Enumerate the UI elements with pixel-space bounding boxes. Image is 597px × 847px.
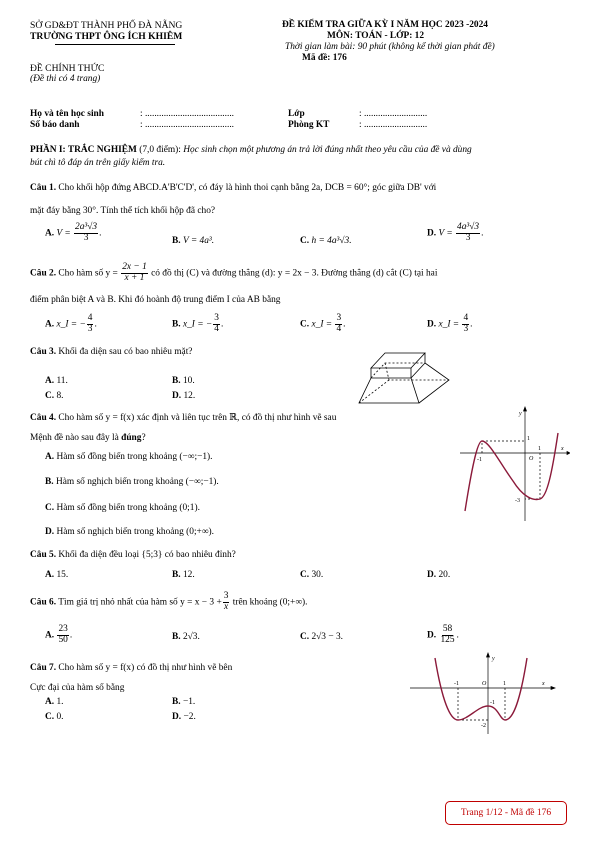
option-letter: A. (45, 630, 55, 641)
q1-stem (30, 183, 436, 193)
q2-d-num: 4 (463, 313, 469, 323)
q4-option-a[interactable] (45, 452, 213, 462)
q2-option-d[interactable]: D. x_I = $\frac{4}{3}$ . (427, 313, 473, 334)
option-letter: B. (172, 570, 181, 580)
q3-option-c[interactable] (45, 391, 64, 401)
q2-c-num: 3 (336, 313, 342, 323)
q1-option-d[interactable]: D. V = $\frac{\text{4a³√3}}{3}$ . (427, 222, 484, 243)
q6-a-num: 23 (58, 624, 68, 634)
option-letter: D. (427, 630, 437, 641)
q6-num: 3 (223, 591, 229, 601)
q2-a-expr: x_I = − (56, 319, 86, 330)
q4-text2a: Mệnh đề nào sau đây là (30, 433, 119, 443)
option-letter: A. (45, 319, 55, 330)
option-letter: D. (172, 712, 182, 722)
school-underline (55, 44, 175, 45)
q7-option-b[interactable] (172, 697, 195, 707)
q6-option-d[interactable]: D. $\frac{58}{125}$ . (427, 624, 459, 645)
option-letter: D. (427, 570, 437, 580)
q1-a-den: 3 (83, 232, 89, 243)
q3-a-val: 11. (56, 376, 68, 386)
q4-a-val: Hàm số đồng biến trong khoảng (−∞;−1). (56, 452, 213, 462)
q7-b-val: −1. (182, 697, 196, 707)
q6-a-den: 50 (58, 634, 68, 645)
tick-x-minus1: -1 (477, 457, 482, 463)
official-label: ĐỀ CHÍNH THỨC (30, 63, 105, 74)
q6-d-num: 58 (442, 624, 453, 634)
q4-stem (30, 412, 336, 423)
q4-curve (465, 433, 558, 511)
q2-label: Câu 2. (30, 268, 57, 279)
q7-option-d[interactable] (172, 712, 196, 722)
q7-text: Cho hàm số y = f(x) có đồ thị như hình vẽ bên (58, 663, 233, 673)
exam-time: Thời gian làm bài: 90 phút (không kể thời gian phát đề) (285, 42, 495, 52)
part1-instruction-cont: bút chì tô đáp án trên giấy kiểm tra. (30, 158, 166, 168)
q7-curve (435, 658, 527, 720)
q3-label: Câu 3. (30, 347, 57, 357)
q2-stem (30, 263, 437, 284)
q5-label: Câu 5. (30, 550, 57, 560)
q7-c-val: 0. (56, 712, 64, 722)
student-id-field[interactable]: : ...................................... (140, 120, 235, 130)
class-label: Lớp (288, 109, 305, 119)
q2-stem-cont: điểm phân biệt A và B. Khi đó hoành độ trung điểm I của AB bằng (30, 295, 281, 305)
part1-points: (7,0 điểm): (139, 145, 181, 155)
tick-x-minus1: -1 (454, 681, 459, 687)
q2-d-den: 3 (463, 323, 469, 334)
q5-a-val: 15. (56, 570, 69, 580)
option-letter: C. (300, 570, 310, 580)
origin-label: O (529, 456, 534, 462)
option-letter: B. (172, 376, 181, 386)
q1-label: Câu 1. (30, 183, 57, 193)
q2-a-den: 3 (87, 323, 93, 334)
q7-label: Câu 7. (30, 663, 57, 673)
page-footer: Trang 1/12 - Mã đề 176 (445, 801, 567, 825)
q6-stem (30, 592, 307, 613)
q7-d-val: −2. (183, 712, 196, 722)
q7-option-a[interactable] (45, 697, 64, 707)
q2-option-a[interactable]: A. x_I = − $\frac{4}{3}$ . (45, 313, 97, 334)
q5-stem (30, 550, 236, 560)
q4-c-val: Hàm số đồng biến trong khoảng (0;1). (56, 503, 200, 513)
q1-option-c[interactable] (300, 236, 352, 246)
q5-d-val: 20. (438, 570, 451, 580)
page-count-note: (Đề thi có 4 trang) (30, 74, 101, 84)
x-axis-label: x (542, 681, 545, 687)
q6-text-b: trên khoảng (0;+∞). (232, 597, 308, 608)
part1-heading (30, 145, 472, 155)
student-name-label: Họ và tên học sinh (30, 109, 104, 119)
q6-den: x (223, 601, 229, 612)
q1-a-num: 2a³√3 (75, 222, 98, 232)
q1-c-expr: h = 4a³√3. (311, 236, 352, 246)
q7-option-c[interactable] (45, 712, 64, 722)
tick-y-minus1: -1 (490, 700, 495, 706)
student-id-label: Số báo danh (30, 120, 80, 130)
q2-c-den: 4 (336, 323, 342, 334)
q2-a-num: 4 (87, 313, 93, 323)
q4-function-graph (455, 403, 570, 523)
department-name: SỞ GD&ĐT THÀNH PHỐ ĐÀ NẴNG (30, 20, 183, 31)
q3-stem (30, 347, 192, 357)
q2-c-expr: x_I = (311, 319, 335, 330)
q3-c-val: 8. (56, 391, 64, 401)
q4-d-val: Hàm số nghịch biến trong khoảng (0;+∞). (56, 527, 214, 537)
q1-d-expr: V = (438, 228, 456, 239)
option-letter: C. (300, 236, 310, 246)
option-letter: D. (172, 391, 182, 401)
q3-text: Khối đa diện sau có bao nhiêu mặt? (58, 347, 193, 357)
option-letter: D. (45, 527, 55, 537)
option-letter: C. (300, 319, 310, 330)
option-letter: C. (45, 712, 55, 722)
option-letter: A. (45, 376, 55, 386)
q2-b-expr: x_I = − (182, 319, 213, 330)
q5-option-c[interactable] (300, 570, 323, 580)
q5-option-b[interactable] (172, 570, 195, 580)
q6-d-den: 125 (440, 634, 455, 645)
exam-subject: MÔN: TOÁN - LỚP: 12 (327, 31, 425, 41)
option-letter: B. (172, 236, 181, 246)
q2-b-den: 4 (214, 323, 219, 334)
q7-a-val: 1. (56, 697, 64, 707)
q7-function-graph (408, 650, 556, 736)
q6-b-val: 2√3. (182, 632, 200, 642)
q5-option-a[interactable] (45, 570, 68, 580)
q5-c-val: 30. (311, 570, 324, 580)
room-label: Phòng KT (288, 120, 330, 130)
option-letter: C. (300, 632, 310, 642)
q1-d-den: 3 (465, 232, 471, 243)
y-axis-label: y (519, 411, 522, 417)
q3-option-b[interactable] (172, 376, 195, 386)
q6-c-val: 2√3 − 3. (311, 632, 343, 642)
q7-guide-left (458, 688, 488, 720)
q1-d-num: 4a³√3 (457, 222, 480, 232)
option-letter: C. (45, 391, 55, 401)
part1-title: PHẦN I: TRẮC NGHIỆM (30, 145, 137, 155)
room-field[interactable]: : ........................... (359, 120, 428, 130)
q2-text-b: có đồ thị (C) và đường thẳng (d): y = 2x − 3. Đường thẳng (d) cắt (C) tại hai (151, 268, 438, 279)
option-letter: B. (45, 477, 54, 487)
q3-b-val: 10. (182, 376, 195, 386)
tick-y-1: 1 (527, 436, 530, 442)
q1-option-a[interactable]: A. V = $\frac{\text{2a³√3}}{3}$ . (45, 222, 102, 243)
q4-option-d[interactable] (45, 527, 214, 537)
option-letter: B. (172, 697, 181, 707)
q2-num: 2x − 1 (122, 262, 147, 272)
q4-text2b: đúng (121, 433, 142, 443)
option-letter: C. (45, 503, 55, 513)
q3-option-d[interactable] (172, 391, 195, 401)
q4-stem-cont: Mệnh đề nào sau đây là đúng? (30, 433, 146, 443)
origin-label: O (482, 681, 487, 687)
exam-code: Mã đề: 176 (302, 53, 347, 63)
q7-stem (30, 663, 232, 673)
tick-x-1: 1 (538, 446, 541, 452)
q1-text: Cho khối hộp đứng ABCD.A'B'C'D', có đáy là hình thoi cạnh bằng 2a, DCB = 60°; góc giữa DB' với (58, 183, 437, 193)
q1-option-b[interactable] (172, 236, 214, 246)
y-axis-label: y (492, 656, 495, 662)
part1-instruction: Học sinh chọn một phương án trả lời đúng nhất theo yêu cầu của đề và dùng (183, 145, 472, 155)
class-field[interactable]: : ........................... (359, 109, 428, 119)
option-letter: A. (45, 452, 55, 462)
q1-stem-cont: mặt đáy bằng 30°. Tính thể tích khối hộp đã cho? (30, 206, 216, 216)
q2-den: x + 1 (124, 272, 145, 283)
polyhedron-figure (358, 346, 458, 408)
q2-option-b[interactable]: B. x_I = − $\frac{3}{4}$ . (172, 313, 224, 334)
q6-option-a[interactable]: A. $\frac{23}{50}$ . (45, 624, 73, 645)
tick-x-1: 1 (503, 681, 506, 687)
q6-option-b[interactable] (172, 632, 200, 642)
q4-guide-max (482, 441, 525, 453)
option-letter: B. (172, 319, 181, 330)
q2-option-c[interactable]: C. x_I = $\frac{3}{4}$ . (300, 313, 346, 334)
q5-b-val: 12. (182, 570, 195, 580)
exam-title: ĐỀ KIỂM TRA GIỮA KỲ I NĂM HỌC 2023 -2024 (282, 20, 488, 30)
q1-a-expr: V = (56, 228, 74, 239)
q2-d-expr: x_I = (438, 319, 462, 330)
q5-text: Khối đa diện đều loại {5;3} có bao nhiêu đỉnh? (58, 550, 236, 560)
tick-y-minus2: -2 (481, 723, 486, 729)
q2-b-num: 3 (214, 313, 219, 323)
option-letter: D. (427, 319, 437, 330)
q2-text-a: Cho hàm số y = (58, 268, 121, 279)
tick-y-minus3: -3 (515, 498, 520, 504)
q4-option-b[interactable] (45, 477, 219, 487)
q1-b-expr: V = 4a³. (182, 236, 215, 246)
option-letter: A. (45, 570, 55, 580)
q6-option-c[interactable] (300, 632, 343, 642)
q4-text: Cho hàm số y = f(x) xác định và liên tục trên ℝ, có đồ thị như hình vẽ sau (58, 413, 337, 423)
q4-b-val: Hàm số nghịch biến trong khoảng (−∞;−1). (55, 477, 219, 487)
x-axis-label: x (561, 446, 564, 452)
student-name-field[interactable]: : ...................................... (140, 109, 235, 119)
q4-label: Câu 4. (30, 413, 57, 423)
q7-stem-cont: Cực đại của hàm số bằng (30, 683, 125, 693)
q6-text-a: Tìm giá trị nhỏ nhất của hàm số y = x − 3 + (58, 597, 222, 608)
q6-label: Câu 6. (30, 597, 57, 608)
q3-d-val: 12. (183, 391, 196, 401)
q3-option-a[interactable] (45, 376, 68, 386)
q5-option-d[interactable] (427, 570, 450, 580)
school-name: TRƯỜNG THPT ÔNG ÍCH KHIÊM (30, 31, 183, 42)
option-letter: A. (45, 697, 55, 707)
option-letter: B. (172, 632, 181, 642)
q4-option-c[interactable] (45, 503, 200, 513)
option-letter: D. (427, 228, 437, 239)
option-letter: A. (45, 228, 55, 239)
